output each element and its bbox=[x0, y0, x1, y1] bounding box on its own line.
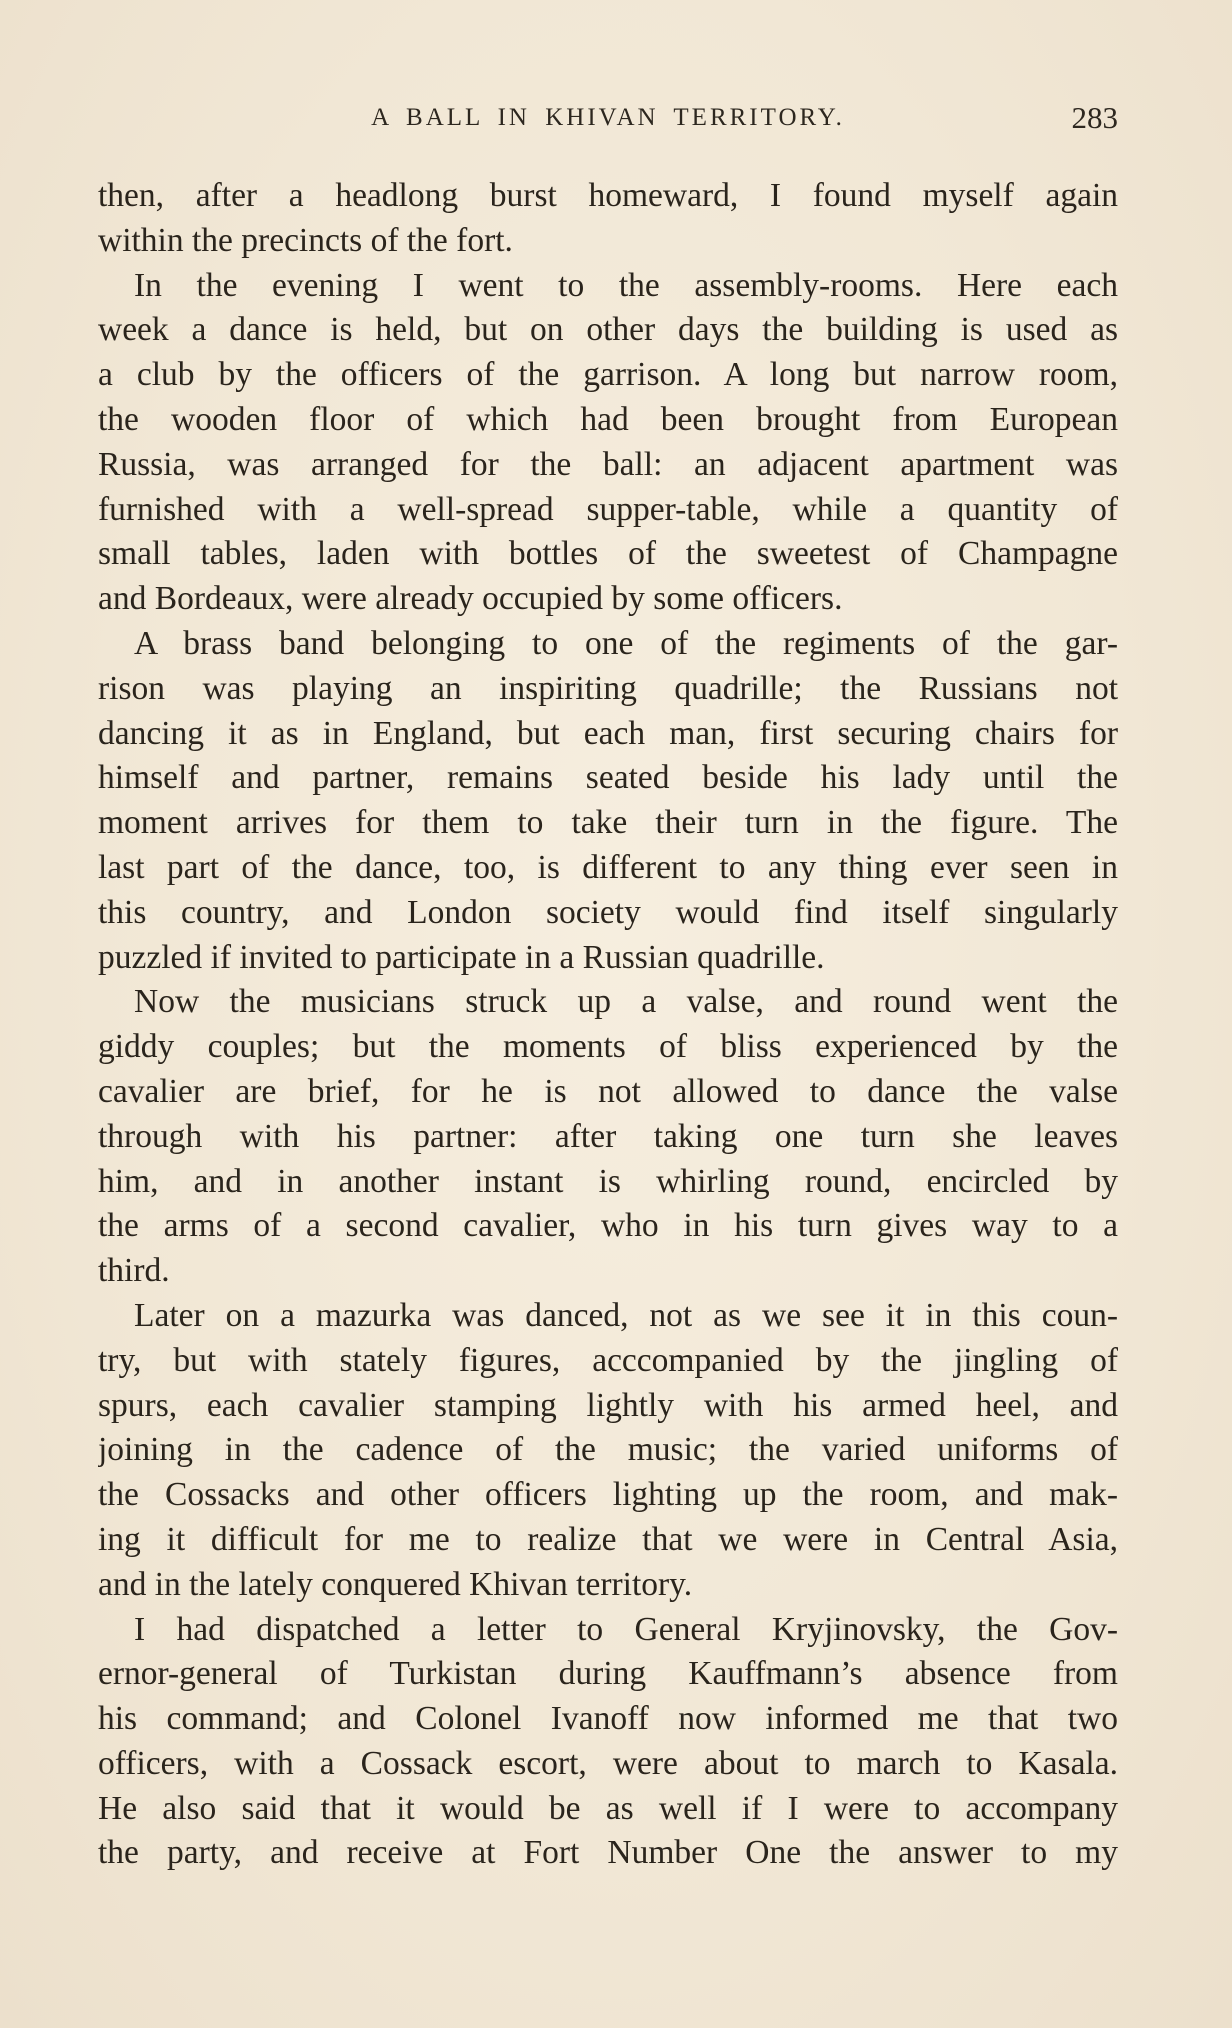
text-line: him, and in another instant is whirling round, encircled by bbox=[98, 1162, 1118, 1200]
text-line: week a dance is held, but on other days the building is used as bbox=[98, 311, 1118, 349]
text-line: In the evening I went to the assembly-rooms. Here each bbox=[134, 266, 1118, 304]
text-line: within the precincts of the fort. bbox=[98, 221, 513, 259]
text-line: Later on a mazurka was danced, not as we see it in this coun- bbox=[134, 1296, 1118, 1334]
page-number: 283 bbox=[1071, 100, 1118, 135]
text-line: spurs, each cavalier stamping lightly with his armed heel, and bbox=[98, 1386, 1118, 1424]
text-line: third. bbox=[98, 1252, 170, 1290]
text-line: rison was playing an inspiriting quadrille; the Russians not bbox=[98, 669, 1118, 707]
text-line: and Bordeaux, were already occupied by some officers. bbox=[98, 580, 843, 618]
text-line: the arms of a second cavalier, who in his turn gives way to a bbox=[98, 1207, 1118, 1245]
text-line: ing it difficult for me to realize that we were in Central Asia, bbox=[98, 1520, 1118, 1558]
text-line: and in the lately conquered Khivan territory. bbox=[98, 1565, 693, 1603]
text-line: try, but with stately figures, acccompanied by the jingling of bbox=[98, 1341, 1118, 1379]
text-line: this country, and London society would find itself singularly bbox=[98, 893, 1118, 931]
text-line: puzzled if invited to participate in a Russian quadrille. bbox=[98, 938, 825, 976]
text-line: Now the musicians struck up a valse, and round went the bbox=[134, 983, 1118, 1021]
text-line: himself and partner, remains seated beside his lady until the bbox=[98, 759, 1118, 797]
text-line: joining in the cadence of the music; the varied uniforms of bbox=[98, 1431, 1118, 1469]
running-head bbox=[98, 100, 1118, 144]
text-line: moment arrives for them to take their turn in the figure. The bbox=[98, 804, 1118, 842]
text-line: A brass band belonging to one of the regiments of the gar- bbox=[134, 624, 1118, 662]
text-line: last part of the dance, too, is different to any thing ever seen in bbox=[98, 848, 1118, 886]
text-line: the wooden floor of which had been brought from European bbox=[98, 400, 1118, 438]
text-line: a club by the officers of the garrison. A long but narrow room, bbox=[98, 356, 1118, 394]
text-line: cavalier are brief, for he is not allowed to dance the valse bbox=[98, 1072, 1118, 1110]
text-line: dancing it as in England, but each man, first securing chairs for bbox=[98, 714, 1118, 752]
text-line: then, after a headlong burst homeward, I found myself again bbox=[98, 177, 1118, 214]
text-line: his command; and Colonel Ivanoff now informed me that two bbox=[98, 1700, 1118, 1738]
text-line: He also said that it would be as well if I were to accompany bbox=[98, 1789, 1118, 1827]
text-line: the Cossacks and other officers lighting up the room, and mak- bbox=[98, 1476, 1118, 1514]
text-line: the party, and receive at Fort Number One the answer to my bbox=[98, 1834, 1118, 1872]
text-line: small tables, laden with bottles of the sweetest of Champagne bbox=[98, 535, 1118, 573]
running-title: A BALL IN KHIVAN TERRITORY. bbox=[371, 104, 845, 131]
text-line: ernor-general of Turkistan during Kauffmann’s absence from bbox=[98, 1655, 1118, 1693]
text-line: I had dispatched a letter to General Kryjinovsky, the Gov- bbox=[134, 1610, 1118, 1648]
text-line: officers, with a Cossack escort, were about to march to Kasala. bbox=[98, 1744, 1118, 1782]
text-line: through with his partner: after taking one turn she leaves bbox=[98, 1117, 1118, 1155]
text-line: Russia, was arranged for the ball: an adjacent apartment was bbox=[98, 445, 1118, 483]
text-line: giddy couples; but the moments of bliss experienced by the bbox=[98, 1028, 1118, 1066]
text-line: furnished with a well-spread supper-table, while a quantity of bbox=[98, 490, 1118, 528]
body-text bbox=[98, 174, 1118, 1876]
